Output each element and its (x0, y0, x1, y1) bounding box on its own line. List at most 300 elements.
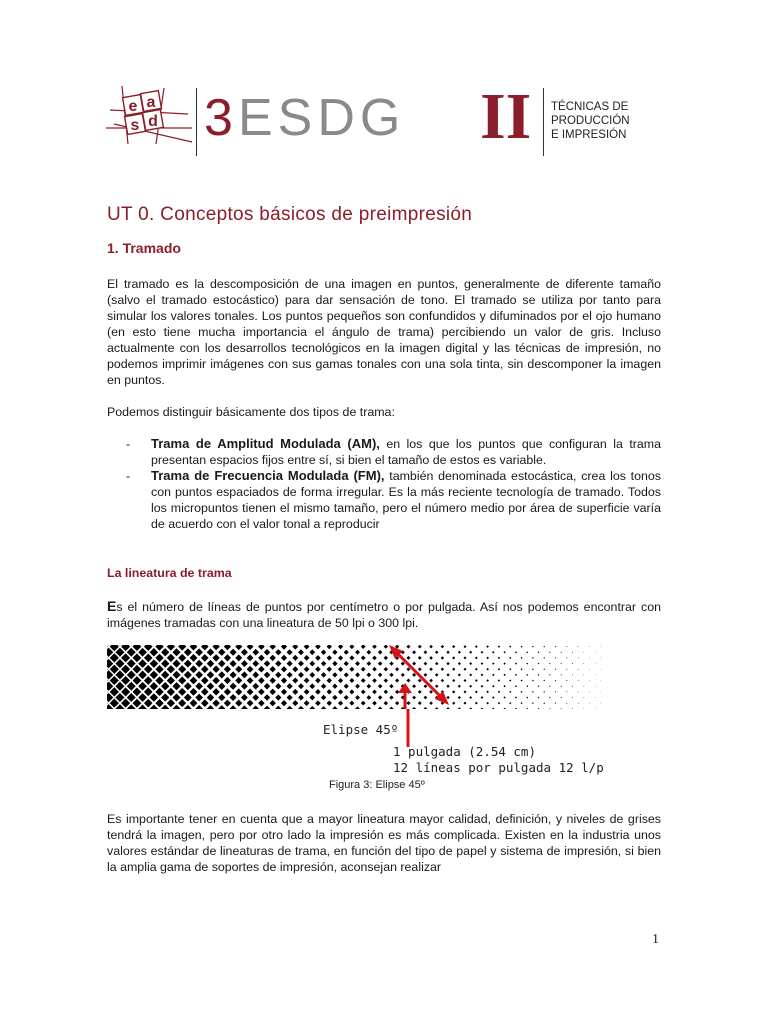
halftone-dot (515, 663, 517, 665)
halftone-dot (298, 695, 304, 701)
halftone-dot (498, 645, 500, 647)
halftone-dot (475, 657, 478, 660)
halftone-dot (361, 678, 366, 683)
document-title: UT 0. Conceptos básicos de preimpresión (107, 204, 473, 225)
halftone-dot (321, 683, 326, 688)
halftone-dot (583, 686, 584, 687)
paragraph: Es importante tener en cuenta que a mayor lineatura mayor calidad, definición, y niveles de grises tendrá la imagen, pero por otro lado la impresión es más complicada. Existen en la industria unos valores estándar de lineaturas de trama, en función del tipo de papel y sistema de impresión, si bien la amplia gama de soportes de impresión, aconsejan realizar (107, 812, 661, 874)
halftone-dot (195, 671, 203, 679)
halftone-dot (589, 646, 590, 647)
halftone-dot (589, 680, 590, 681)
halftone-dot (486, 691, 489, 694)
halftone-dot (269, 689, 275, 695)
halftone-dot (275, 706, 281, 709)
halftone-dot (429, 645, 433, 648)
halftone-dot (349, 645, 354, 649)
halftone-dot (498, 657, 500, 659)
halftone-dot (355, 695, 360, 700)
halftone-dot (355, 650, 360, 655)
halftone-dot (361, 701, 366, 706)
halftone-dot (201, 677, 209, 685)
halftone-dot (441, 668, 444, 671)
halftone-dot (503, 708, 505, 709)
halftone-dot (503, 674, 505, 676)
halftone-dot (133, 676, 142, 685)
halftone-dot (138, 682, 147, 691)
halftone-dot (492, 662, 494, 664)
halftone-dot (538, 651, 540, 653)
halftone-dot (133, 699, 142, 708)
halftone-dot (304, 689, 310, 695)
halftone-dot (184, 648, 192, 656)
halftone-dot (224, 645, 231, 650)
halftone-dot (161, 693, 169, 701)
halftone-dot (389, 695, 393, 699)
halftone-dot (269, 666, 275, 672)
halftone-dot (178, 699, 186, 707)
halftone-dot (121, 687, 130, 696)
halftone-dot (589, 669, 590, 670)
halftone-dot (110, 676, 119, 685)
halftone-dot (167, 676, 175, 684)
halftone-dot (367, 706, 372, 709)
halftone-dot (332, 661, 337, 666)
brand-number: 3 (204, 89, 233, 147)
halftone-dot (115, 670, 124, 679)
svg-text:d: d (148, 113, 158, 130)
halftone-dot (600, 692, 601, 693)
halftone-dot (538, 697, 540, 699)
halftone-dot (384, 645, 388, 649)
halftone-dot (521, 668, 523, 670)
halftone-dot (127, 659, 136, 668)
halftone-dot (207, 671, 214, 678)
halftone-dot (526, 708, 528, 709)
halftone-dot (190, 645, 198, 650)
subject-title (551, 100, 630, 142)
halftone-dot (258, 700, 265, 707)
halftone-dot (492, 685, 494, 687)
halftone-dot (201, 645, 209, 650)
halftone-dot (578, 691, 579, 692)
halftone-dot (361, 667, 366, 672)
halftone-dot (435, 673, 438, 676)
halftone-dot (572, 663, 573, 664)
halftone-dot (309, 661, 315, 667)
halftone-dot (201, 665, 209, 673)
halftone-dot (578, 657, 579, 658)
halftone-dot (190, 688, 198, 696)
halftone-dot (121, 665, 130, 674)
halftone-dot (224, 654, 231, 661)
halftone-dot (361, 656, 366, 661)
halftone-dot (561, 686, 562, 687)
halftone-dot (344, 672, 349, 677)
halftone-dot (161, 648, 169, 656)
halftone-dot (384, 678, 388, 682)
halftone-dot (372, 701, 377, 706)
halftone-dot (395, 701, 399, 705)
halftone-dot (595, 675, 596, 676)
halftone-dot (212, 699, 219, 706)
halftone-dot (446, 651, 449, 654)
halftone-dot (338, 678, 343, 683)
halftone-dot (384, 656, 388, 660)
halftone-dot (429, 690, 433, 694)
paragraph: Podemos distinguir básicamente dos tipos de trama: (107, 405, 395, 419)
halftone-dots (107, 645, 601, 709)
halftone-dot (452, 702, 455, 705)
list-item-term: Trama de Amplitud Modulada (AM), (151, 436, 380, 451)
halftone-dot (212, 654, 219, 661)
halftone-dot (469, 673, 472, 676)
halftone-dot (503, 696, 505, 698)
halftone-dot (532, 657, 534, 659)
halftone-dot (338, 645, 343, 649)
halftone-dot (464, 656, 467, 659)
halftone-figure (107, 645, 601, 709)
halftone-dot (207, 705, 214, 709)
halftone-dot (184, 705, 192, 709)
halftone-dot (127, 670, 136, 679)
halftone-dot (252, 672, 259, 679)
halftone-dot (258, 677, 265, 684)
halftone-dot (241, 649, 248, 656)
halftone-dot (543, 646, 545, 648)
halftone-dot (521, 646, 523, 648)
halftone-dot (230, 683, 237, 690)
halftone-dot (195, 648, 203, 656)
halftone-dot (138, 693, 147, 702)
halftone-dot (121, 645, 130, 651)
halftone-dot (549, 697, 550, 698)
halftone-dot (332, 706, 337, 709)
halftone-dot (555, 657, 556, 658)
halftone-dot (298, 649, 304, 655)
halftone-dot (150, 671, 159, 680)
halftone-dot (572, 652, 573, 653)
halftone-dot (464, 645, 467, 648)
halftone-dot (195, 682, 203, 690)
halftone-dot (241, 671, 248, 678)
halftone-dot (212, 645, 219, 650)
halftone-dot (435, 651, 438, 654)
halftone-dot (150, 705, 159, 709)
halftone-dot (475, 679, 478, 682)
halftone-dot (327, 700, 332, 705)
halftone-dot (389, 661, 393, 665)
halftone-dot (372, 656, 377, 661)
halftone-dot (150, 659, 159, 668)
halftone-dot (572, 674, 573, 675)
halftone-dot (167, 654, 175, 662)
halftone-dot (144, 676, 153, 685)
halftone-dot (572, 708, 573, 709)
halftone-dot (372, 667, 377, 672)
halftone-dot (207, 660, 214, 667)
halftone-dot (172, 705, 180, 709)
halftone-dot (264, 706, 270, 709)
halftone-dot (287, 661, 293, 667)
halftone-dot (235, 645, 242, 650)
halftone-dot (235, 666, 242, 673)
halftone-dot (555, 691, 556, 692)
halftone-dot (172, 671, 180, 679)
halftone-dot (549, 708, 550, 709)
halftone-dot (458, 696, 461, 699)
halftone-dot (395, 667, 399, 671)
halftone-dot (161, 682, 169, 690)
halftone-dot (595, 652, 596, 653)
halftone-dot (566, 703, 567, 704)
halftone-dot (418, 679, 422, 683)
halftone-dot (275, 694, 281, 700)
halftone-dot (275, 683, 281, 689)
halftone-dot (435, 684, 438, 687)
halftone-dot (515, 674, 517, 676)
halftone-dot (389, 707, 393, 709)
halftone-dot (378, 707, 382, 709)
halftone-dot (121, 676, 130, 685)
halftone-dot (252, 705, 259, 709)
halftone-dot (481, 696, 484, 699)
halftone-dot (509, 657, 511, 659)
halftone-dot (338, 655, 343, 660)
figure-label: 1 pulgada (2.54 cm) (393, 744, 536, 759)
halftone-dot (252, 649, 259, 656)
halftone-dot (144, 699, 153, 708)
halftone-dot (481, 707, 484, 709)
halftone-dot (133, 665, 142, 674)
halftone-dot (321, 661, 326, 666)
halftone-dot (235, 677, 242, 684)
halftone-dot (287, 706, 293, 709)
drop-initial: E (107, 598, 117, 614)
halftone-dot (561, 697, 562, 698)
list-dash: - (126, 469, 131, 483)
halftone-dot (247, 700, 254, 707)
halftone-dot (583, 708, 584, 709)
halftone-dot (492, 674, 494, 676)
list-item-text: en los que los puntos que configuran la trama presentan espacios fijos entre sí, si bien el tamaño de estos es variable. (151, 437, 661, 467)
halftone-dot (515, 696, 517, 698)
halftone-dot (532, 691, 534, 693)
halftone-dot (110, 699, 119, 708)
halftone-dot (418, 645, 422, 648)
halftone-dot (481, 662, 484, 665)
halftone-dot (155, 665, 163, 673)
halftone-dot (127, 648, 136, 657)
halftone-dot (486, 657, 489, 660)
halftone-dot (429, 679, 433, 683)
halftone-dot (469, 707, 472, 709)
halftone-dot (475, 690, 478, 693)
halftone-dot (138, 648, 147, 657)
halftone-dot (121, 653, 130, 662)
halftone-dot (521, 657, 523, 659)
halftone-dot (452, 690, 455, 693)
list-item (126, 436, 661, 468)
halftone-dot (498, 691, 500, 693)
list-item (126, 468, 661, 532)
halftone-dot (526, 651, 528, 653)
halftone-dot (327, 678, 332, 683)
halftone-dot (230, 660, 237, 667)
halftone-dot (258, 655, 265, 662)
halftone-dot (144, 688, 153, 697)
halftone-dot (161, 659, 169, 667)
halftone-dot (549, 663, 550, 664)
halftone-dot (264, 683, 270, 689)
halftone-dot (355, 706, 360, 709)
halftone-dot (315, 678, 321, 684)
figure-label: Elipse 45º (323, 722, 399, 737)
halftone-dot (304, 645, 310, 649)
halftone-dot (464, 668, 467, 671)
halftone-dot (367, 650, 372, 655)
halftone-dot (218, 660, 225, 667)
halftone-dot (138, 704, 147, 709)
halftone-dot (566, 669, 567, 670)
halftone-dot (481, 674, 484, 677)
halftone-dot (298, 683, 304, 689)
halftone-dot (566, 680, 567, 681)
halftone-dot (292, 700, 298, 706)
halftone-dot (218, 683, 225, 690)
halftone-dot (275, 672, 281, 678)
halftone-dot (503, 685, 505, 687)
halftone-dot (578, 669, 579, 670)
halftone-dot (235, 700, 242, 707)
halftone-dot (367, 695, 372, 700)
halftone-dot (309, 706, 315, 709)
halftone-dot (309, 672, 315, 678)
halftone-dot (304, 655, 310, 661)
halftone-dot (538, 674, 540, 676)
paragraph: El tramado es la descomposición de una imagen en puntos, generalmente de diferente tamaño (salvo el tramado estocástico) para dar sensación de tono. El tramado se utiliza por tanto para simular los valores tonales. Los puntos pequeños son confundidos y difuminados por el ojo humano (en esto tiene mucha importancia el ángulo de trama) percibiendo un valor de gris. Incluso actualmente con los desarrollos tecnológicos en la imagen digital y las técnicas de impresión, no podemos imprimir imágenes con sus gamas tonales con una sola tinta, sin descomponer la imagen en puntos. (107, 277, 661, 387)
halftone-dot (549, 652, 550, 653)
halftone-dot (138, 671, 147, 680)
easd-logo (104, 84, 194, 146)
halftone-dot (435, 662, 438, 665)
halftone-dot (287, 683, 293, 689)
halftone-dot (309, 695, 315, 701)
halftone-dot (235, 688, 242, 695)
halftone-dot (412, 650, 416, 654)
halftone-dot (595, 686, 596, 687)
halftone-dot (418, 690, 422, 694)
halftone-dot (406, 645, 410, 649)
halftone-dot (315, 666, 321, 672)
svg-text:e: e (128, 98, 138, 115)
list-item-term: Trama de Frecuencia Modulada (FM), (151, 468, 385, 483)
halftone-dot (207, 694, 214, 701)
halftone-dot (252, 683, 259, 690)
halftone-dot (464, 679, 467, 682)
halftone-dot (595, 697, 596, 698)
halftone-dot (155, 688, 163, 696)
halftone-dot (378, 673, 382, 677)
halftone-dot (481, 685, 484, 688)
halftone-dot (167, 688, 175, 696)
halftone-dot (252, 694, 259, 701)
halftone-dot (292, 666, 298, 672)
halftone-dot (258, 666, 265, 673)
halftone-dot (355, 684, 360, 689)
halftone-dot (372, 645, 377, 649)
halftone-dot (406, 701, 410, 705)
halftone-dot (367, 684, 372, 689)
halftone-dot (446, 685, 449, 688)
halftone-dot (538, 685, 540, 687)
halftone-dot (327, 655, 332, 660)
halftone-dot (458, 651, 461, 654)
halftone-dot (384, 667, 388, 671)
halftone-dot (515, 685, 517, 687)
halftone-dot (532, 702, 534, 704)
halftone-dot (561, 663, 562, 664)
halftone-dot (555, 669, 556, 670)
halftone-dot (304, 666, 310, 672)
halftone-dot (475, 702, 478, 705)
halftone-dot (218, 694, 225, 701)
halftone-dot (384, 690, 388, 694)
svg-text:s: s (130, 117, 140, 134)
halftone-dot (247, 688, 254, 695)
halftone-dot (367, 661, 372, 666)
halftone-dot (389, 684, 393, 688)
halftone-dot (281, 700, 287, 706)
halftone-dot (600, 646, 601, 647)
halftone-dot (275, 660, 281, 666)
halftone-dot (298, 706, 304, 709)
halftone-dot (315, 700, 321, 706)
halftone-dot (412, 684, 416, 688)
halftone-dot (475, 645, 478, 648)
halftone-dot (344, 706, 349, 709)
halftone-dot (406, 679, 410, 683)
halftone-dot (195, 660, 203, 668)
halftone-dot (424, 684, 428, 688)
halftone-dot (526, 674, 528, 676)
halftone-dot (264, 694, 270, 700)
halftone-dot (486, 702, 489, 705)
halftone-dot (115, 682, 124, 691)
halftone-dot (224, 677, 231, 684)
halftone-dot (172, 660, 180, 668)
halftone-dot (526, 663, 528, 665)
brand-name: ESDG (238, 89, 406, 147)
halftone-dot (561, 708, 562, 709)
halftone-dot (110, 653, 119, 662)
halftone-dot (589, 691, 590, 692)
halftone-dot (452, 668, 455, 671)
halftone-dot (338, 689, 343, 694)
halftone-dot (367, 673, 372, 678)
halftone-dot (190, 677, 198, 685)
paragraph (107, 598, 661, 631)
halftone-dot (469, 696, 472, 699)
halftone-dot (406, 656, 410, 660)
halftone-dot (269, 655, 275, 661)
halftone-dot (332, 650, 337, 655)
halftone-dot (572, 697, 573, 698)
halftone-dot (378, 661, 382, 665)
halftone-dot (155, 645, 163, 651)
halftone-dot (469, 685, 472, 688)
halftone-dot (115, 693, 124, 702)
halftone-dot (178, 654, 186, 662)
